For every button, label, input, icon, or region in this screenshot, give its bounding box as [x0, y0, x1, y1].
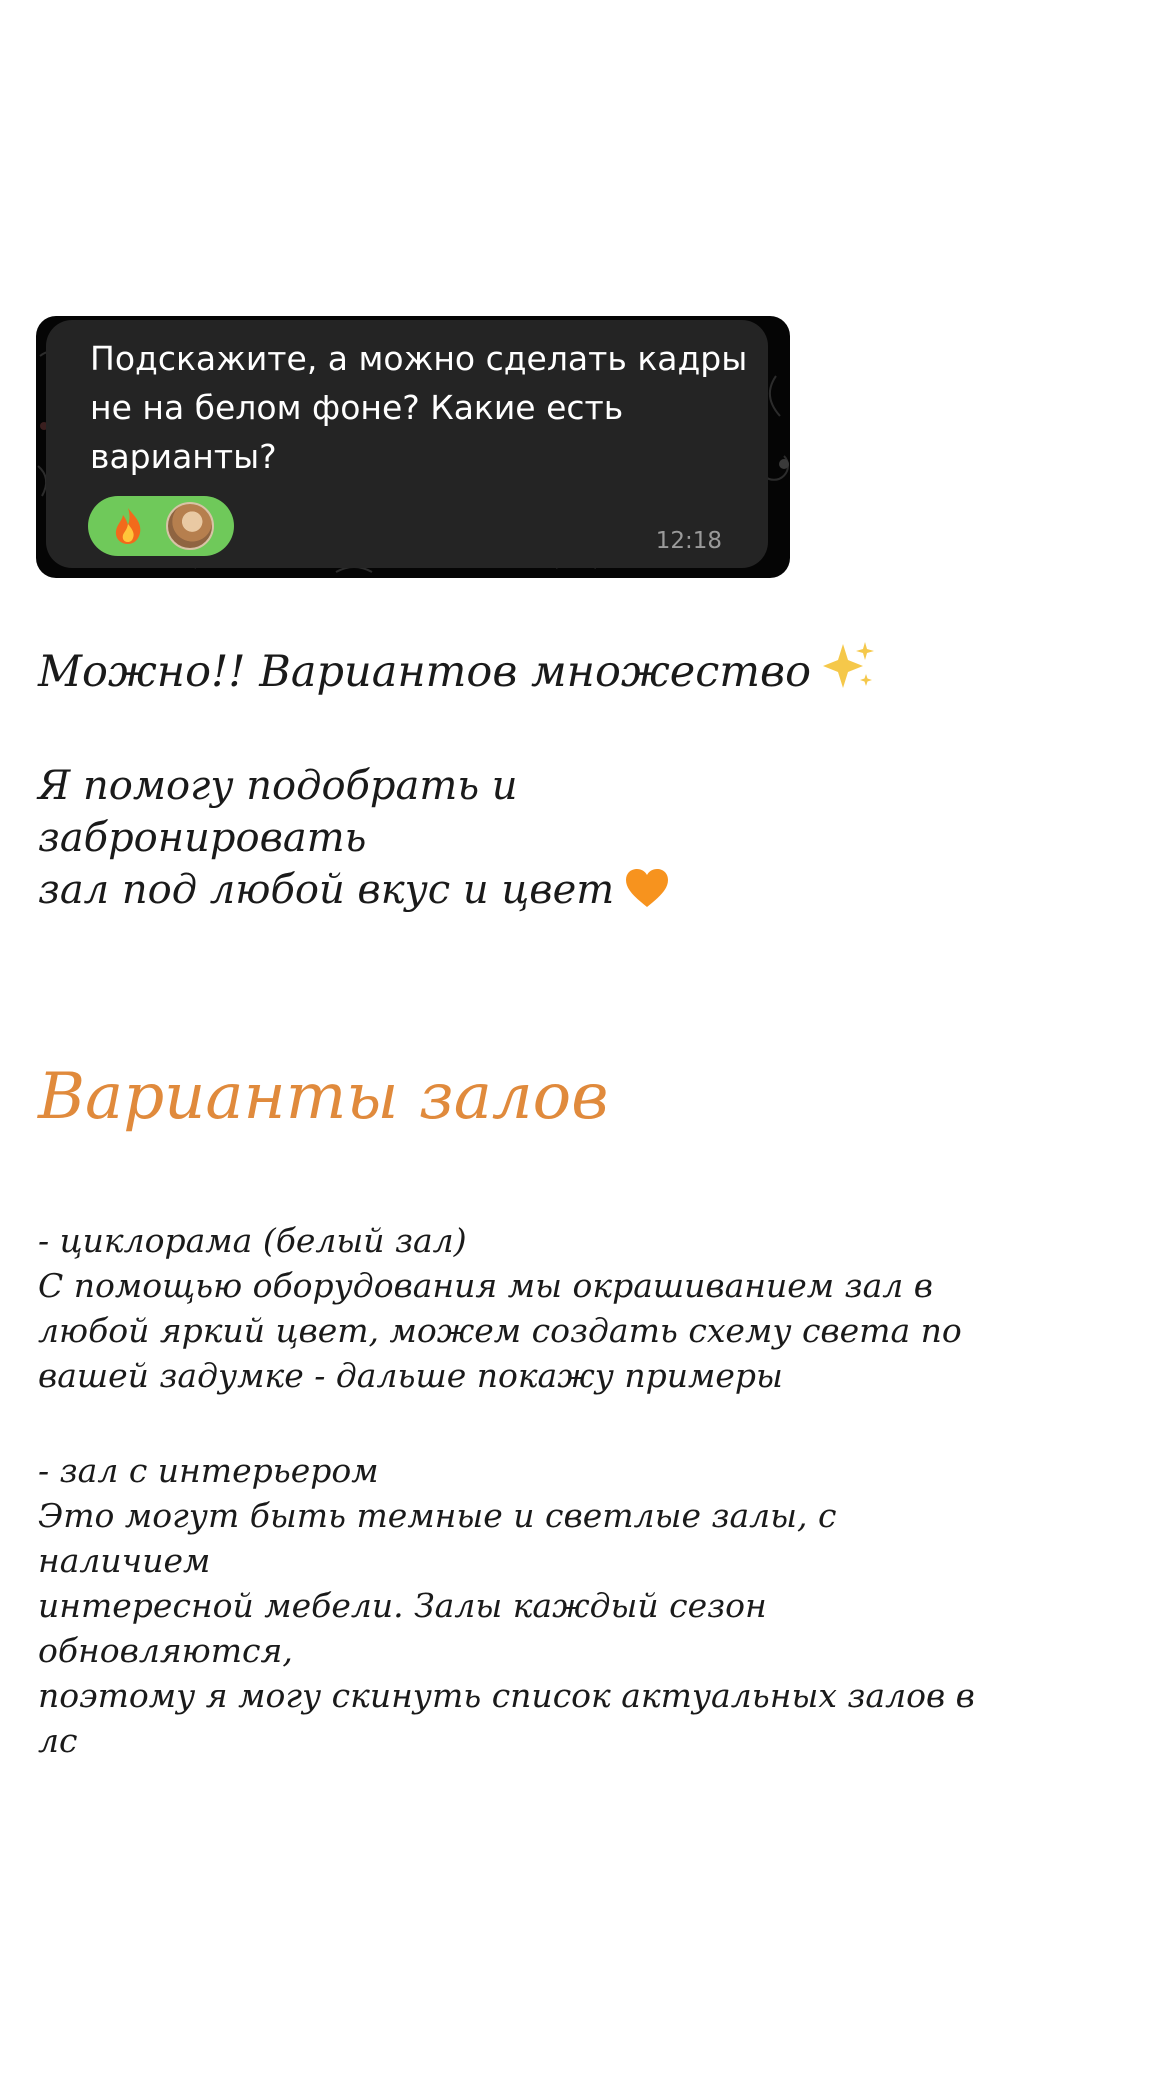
hall-option-interior	[38, 1448, 998, 1763]
sparkles-icon	[821, 640, 877, 692]
hall-option-heading: - зал с интерьером	[38, 1451, 379, 1490]
hall-option-line: вашей задумке - дальше покажу примеры	[38, 1356, 783, 1395]
message-line-1: Подскажите, а можно сделать кадры	[90, 339, 748, 378]
reply-text-3: зал под любой вкус и цвет	[38, 867, 615, 913]
hall-option-line: С помощью оборудования мы окрашиванием зал в	[38, 1266, 934, 1305]
section-title: Варианты залов	[38, 1060, 609, 1134]
hall-option-heading: - циклорама (белый зал)	[38, 1221, 467, 1260]
chat-screenshot	[36, 316, 790, 578]
hall-option-line: интересной мебели. Залы каждый сезон обновляются,	[38, 1586, 767, 1670]
hall-option-line: любой яркий цвет, можем создать схему света по	[38, 1311, 962, 1350]
message-line-2: не на белом фоне? Какие есть	[90, 388, 624, 427]
hall-option-line: Это могут быть темные и светлые залы, с наличием	[38, 1496, 837, 1580]
hall-option-cyclorama	[38, 1218, 998, 1398]
message-bubble	[46, 320, 768, 568]
message-time: 12:18	[655, 528, 722, 554]
reply-text-1: Можно!! Вариантов множество	[38, 647, 811, 697]
reply-text-2: Я помогу подобрать и забронировать	[38, 763, 518, 861]
reply-paragraph	[38, 760, 798, 916]
user-avatar	[166, 502, 214, 550]
fire-icon	[108, 506, 148, 546]
hall-option-line: поэтому я могу скинуть список актуальных залов в лс	[38, 1676, 975, 1760]
message-line-3: варианты?	[90, 437, 277, 476]
message-text	[90, 334, 750, 481]
reply-line-1	[38, 640, 877, 700]
reaction-pill[interactable]	[88, 496, 234, 556]
orange-heart-icon	[624, 867, 670, 909]
